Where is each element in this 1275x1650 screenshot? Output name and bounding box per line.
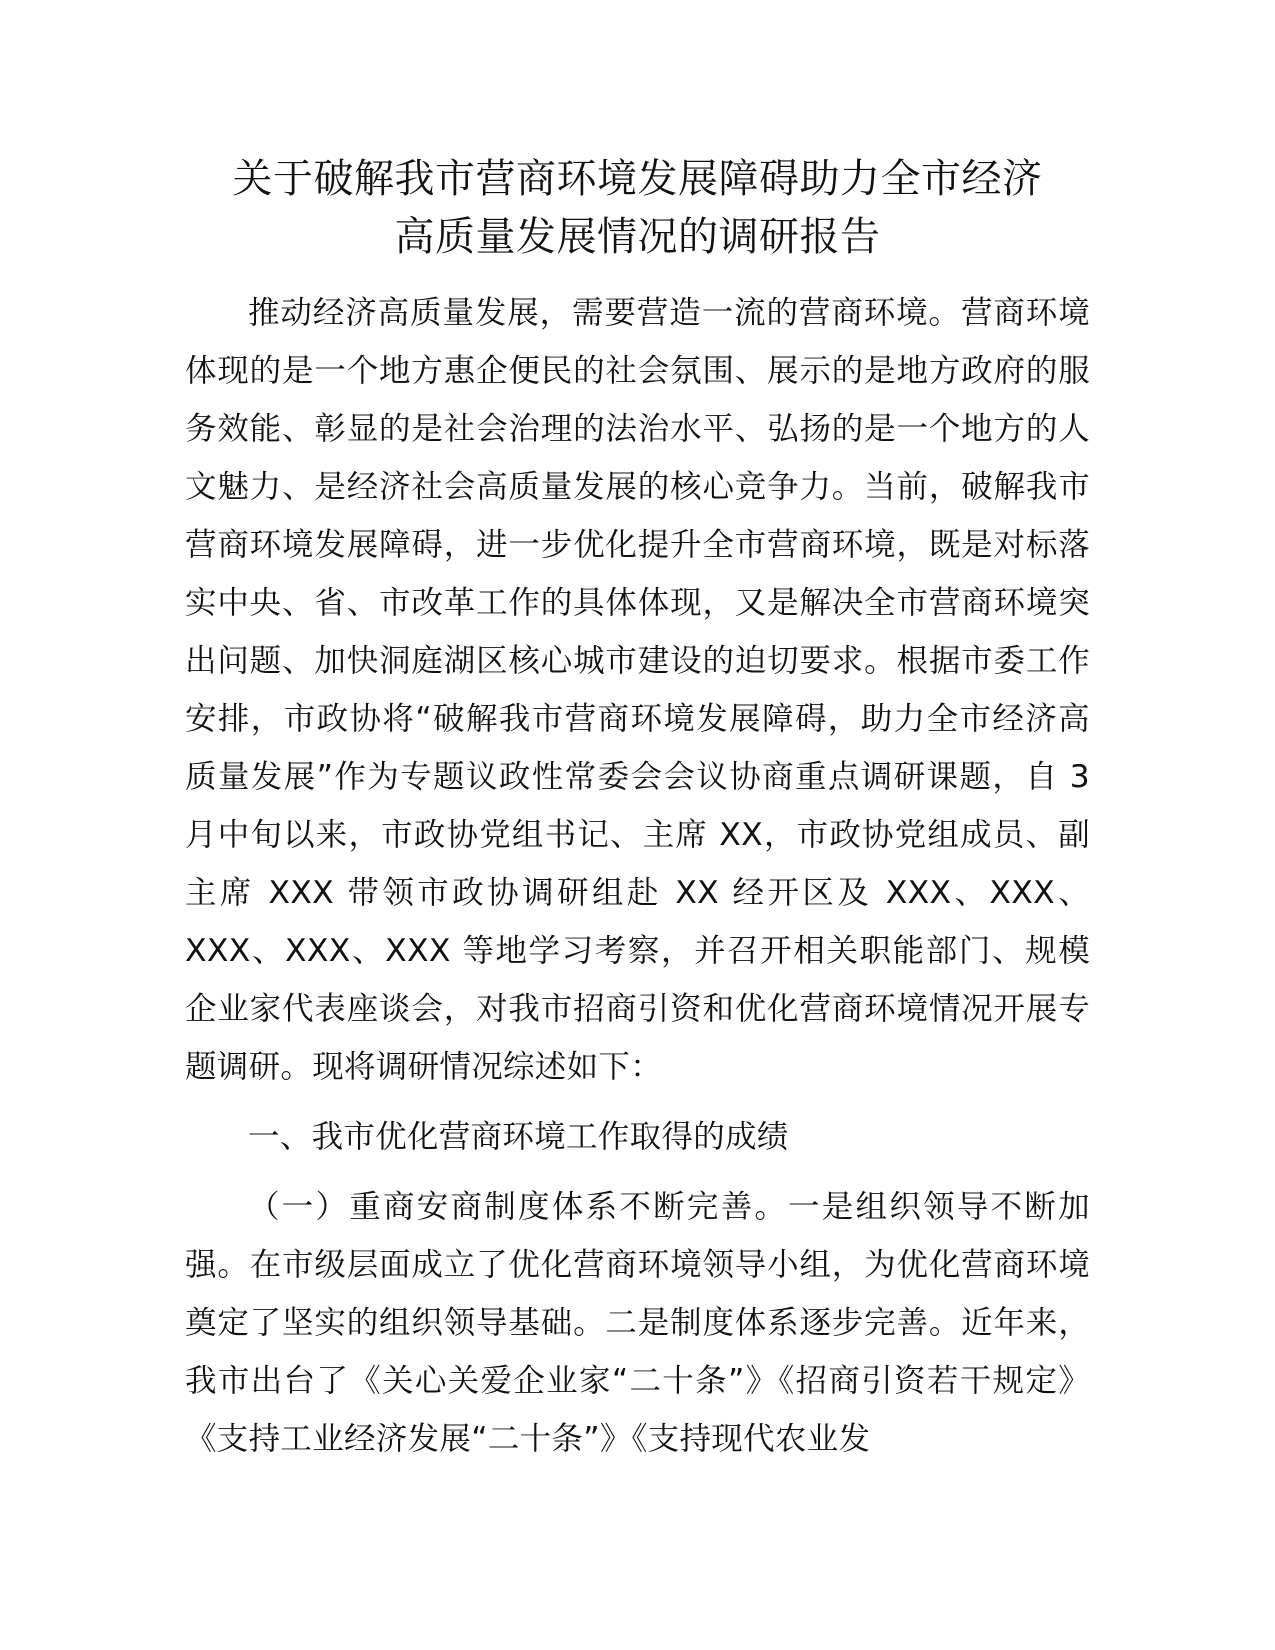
document-body: [185, 284, 1090, 1468]
intro-paragraph: 推动经济高质量发展，需要营造一流的营商环境。营商环境体现的是一个地方惠企便民的社会氛围、展示的是地方政府的服务效能、彰显的是社会治理的法治水平、弘扬的是一个地方的人文魅力、是经济社会高质量发展的核心竞争力。当前，破解我市营商环境发展障碍，进一步优化提升全市营商环境，既是对标落实中央、省、市改革工作的具体体现，又是解决全市营商环境突出问题、加快洞庭湖区核心城市建设的迫切要求。根据市委工作安排，市政协将“破解我市营商环境发展障碍，助力全市经济高质量发展”作为专题议政性常委会会议协商重点调研课题，自 3 月中旬以来，市政协党组书记、主席 XX，市政协党组成员、副主席 XXX 带领市政协调研组赴 XX 经开区及 XXX、XXX、XXX、XXX、XXX 等地学习考察，并召开相关职能部门、规模企业家代表座谈会，对我市招商引资和优化营商环境情况开展专题调研。现将调研情况综述如下：: [185, 295, 1090, 1085]
section-1-paragraph: （一）重商安商制度体系不断完善。一是组织领导不断加强。在市级层面成立了优化营商环境领导小组，为优化营商环境奠定了坚实的组织领导基础。二是制度体系逐步完善。近年来，我市出台了《关心关爱企业家“二十条”》《招商引资若干规定》《支持工业经济发展“二十条”》《支持现代农业发: [185, 1189, 1090, 1457]
document-title: [170, 150, 1105, 266]
title-line-2: 高质量发展情况的调研报告: [394, 214, 881, 260]
section-heading-1: 一、我市优化营商环境工作取得的成绩: [248, 1119, 789, 1155]
title-line-1: 关于破解我市营商环境发展障碍助力全市经济: [232, 156, 1043, 202]
